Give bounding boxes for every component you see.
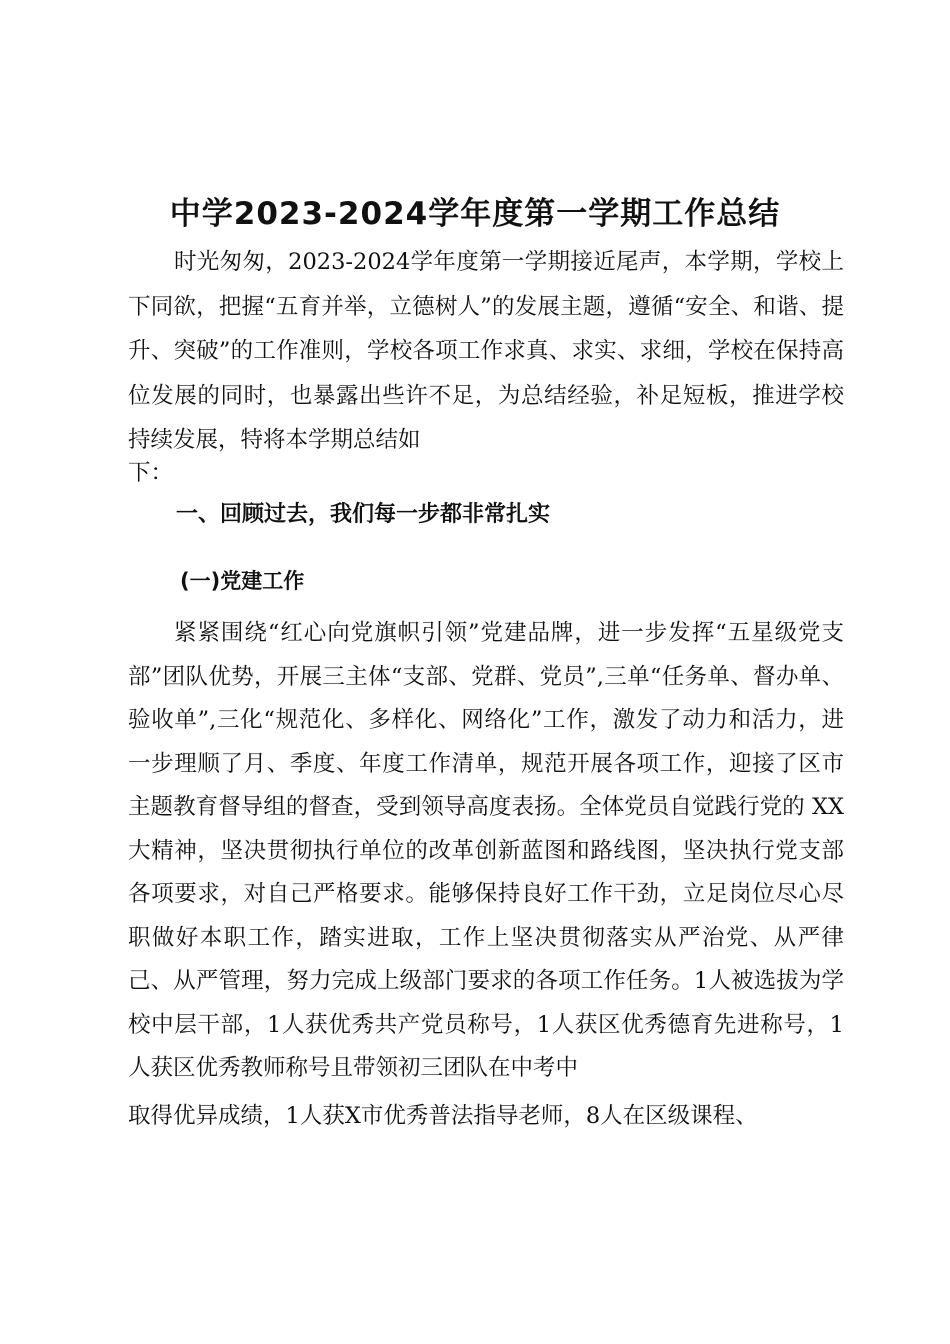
intro-paragraph-end: 下： — [128, 460, 174, 486]
document-title: 中学2023-2024学年度第一学期工作总结 — [169, 196, 781, 232]
party-building-paragraph-continued: 取得优异成绩，1人获X市优秀普法指导老师，8人在区级课程、 — [128, 1103, 758, 1129]
subsection-heading: (一)党建工作 — [180, 569, 305, 593]
intro-paragraph: 时光匆匆，2023-2024学年度第一学期接近尾声，本学期，学校上下同欲，把握“五育并举，立德树人”的发展主题，遵循“安全、和谐、提升、突破”的工作准则，学校各项工作求真、求实、求细，学校在保持高位发展的同时，也暴露出些许不足，为总结经验，补足短板，推进学校持续发展，特将本学期总结如 — [128, 249, 844, 453]
party-building-paragraph: 紧紧围绕“红心向党旗帜引领”党建品牌，进一步发挥“五星级党支部”团队优势，开展三主体“支部、党群、党员”,三单“任务单、督办单、验收单”,三化“规范化、多样化、网络化”工作，激发了动力和活力，进一步理顺了月、季度、年度工作清单，规范开展各项工作，迎接了区市主题教育督导组的督查，受到领导高度表扬。全体党员自觉践行党的 XX大精神，坚决贯彻执行单位的改革创新蓝图和路线图，坚决执行党支部各项要求，对自己严格要求。能够保持良好工作干劲，立足岗位尽心尽职做好本职工作，踏实进取，工作上坚决贯彻落实从严治党、从严律己、从严管理，努力完成上级部门要求的各项工作任务。1人被选拔为学校中层干部，1人获优秀共产党员称号，1人获区优秀德育先进称号，1人获区优秀教师称号且带领初三团队在中考中 — [128, 620, 844, 1081]
section-heading: 一、回顾过去，我们每一步都非常扎实 — [176, 502, 551, 527]
